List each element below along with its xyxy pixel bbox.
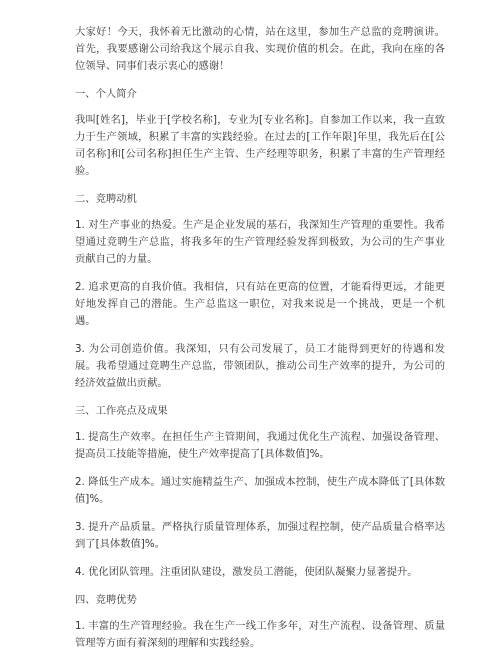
section-heading: 二、竞聘动机	[75, 193, 137, 205]
document-page	[75, 24, 445, 663]
section-paragraph: 3. 提升产品质量。严格执行质量管理体系，加强过程控制，使产品质量合格率达到了[具体数值]%。	[75, 521, 445, 550]
section-paragraph: 我叫[姓名]，毕业于[学校名称]，专业为[专业名称]。自参加工作以来，我一直致力于生产领域，积累了丰富的实践经验。在过去的[工作年限]年里，我先后在[公司名称]和[公司名称]担任生产主管、生产经理等职务，积累了丰富的生产管理经验。	[75, 114, 445, 177]
section-paragraph: 2. 降低生产成本。通过实施精益生产、加强成本控制，使生产成本降低了[具体数值]%。	[75, 476, 445, 505]
section-achievements	[75, 403, 445, 581]
section-paragraph: 1. 对生产事业的热爱。生产是企业发展的基石，我深知生产管理的重要性。我希望通过竞聘生产总监，将我多年的生产管理经验发挥到极致，为公司的生产事业贡献自己的力量。	[75, 219, 445, 265]
section-paragraph: 3. 为公司创造价值。我深知，只有公司发展了，员工才能得到更好的待遇和发展。我希望通过竞聘生产总监，带领团队，推动公司生产效率的提升，为公司的经济效益做出贡献。	[75, 343, 445, 389]
section-paragraph: 1. 丰富的生产管理经验。我在生产一线工作多年，对生产流程、设备管理、质量管理等方面有着深刻的理解和实践经验。	[75, 620, 445, 649]
section-paragraph: 4. 优化团队管理。注重团队建设，激发员工潜能，使团队凝聚力显著提升。	[75, 566, 418, 578]
section-profile	[75, 86, 445, 180]
section-heading: 三、工作亮点及成果	[75, 405, 168, 417]
section-paragraph: 2. 追求更高的自我价值。我相信，只有站在更高的位置，才能看得更远，才能更好地发挥自己的潜能。生产总监这一职位，对我来说是一个挑战，更是一个机遇。	[75, 281, 445, 327]
section-advantages	[75, 592, 445, 652]
section-heading: 一、个人简介	[75, 88, 137, 100]
section-heading: 四、竞聘优势	[75, 594, 137, 606]
section-paragraph: 1. 提高生产效率。在担任生产主管期间，我通过优化生产流程、加强设备管理、提高员工技能等措施，使生产效率提高了[具体数值]%。	[75, 431, 445, 460]
section-motivation	[75, 191, 445, 392]
intro-paragraph: 大家好！今天，我怀着无比激动的心情，站在这里，参加生产总监的竞聘演讲。首先，我要感谢公司给我这个展示自我、实现价值的机会。在此，我向在座的各位领导、同事们表示衷心的感谢！	[75, 26, 445, 72]
